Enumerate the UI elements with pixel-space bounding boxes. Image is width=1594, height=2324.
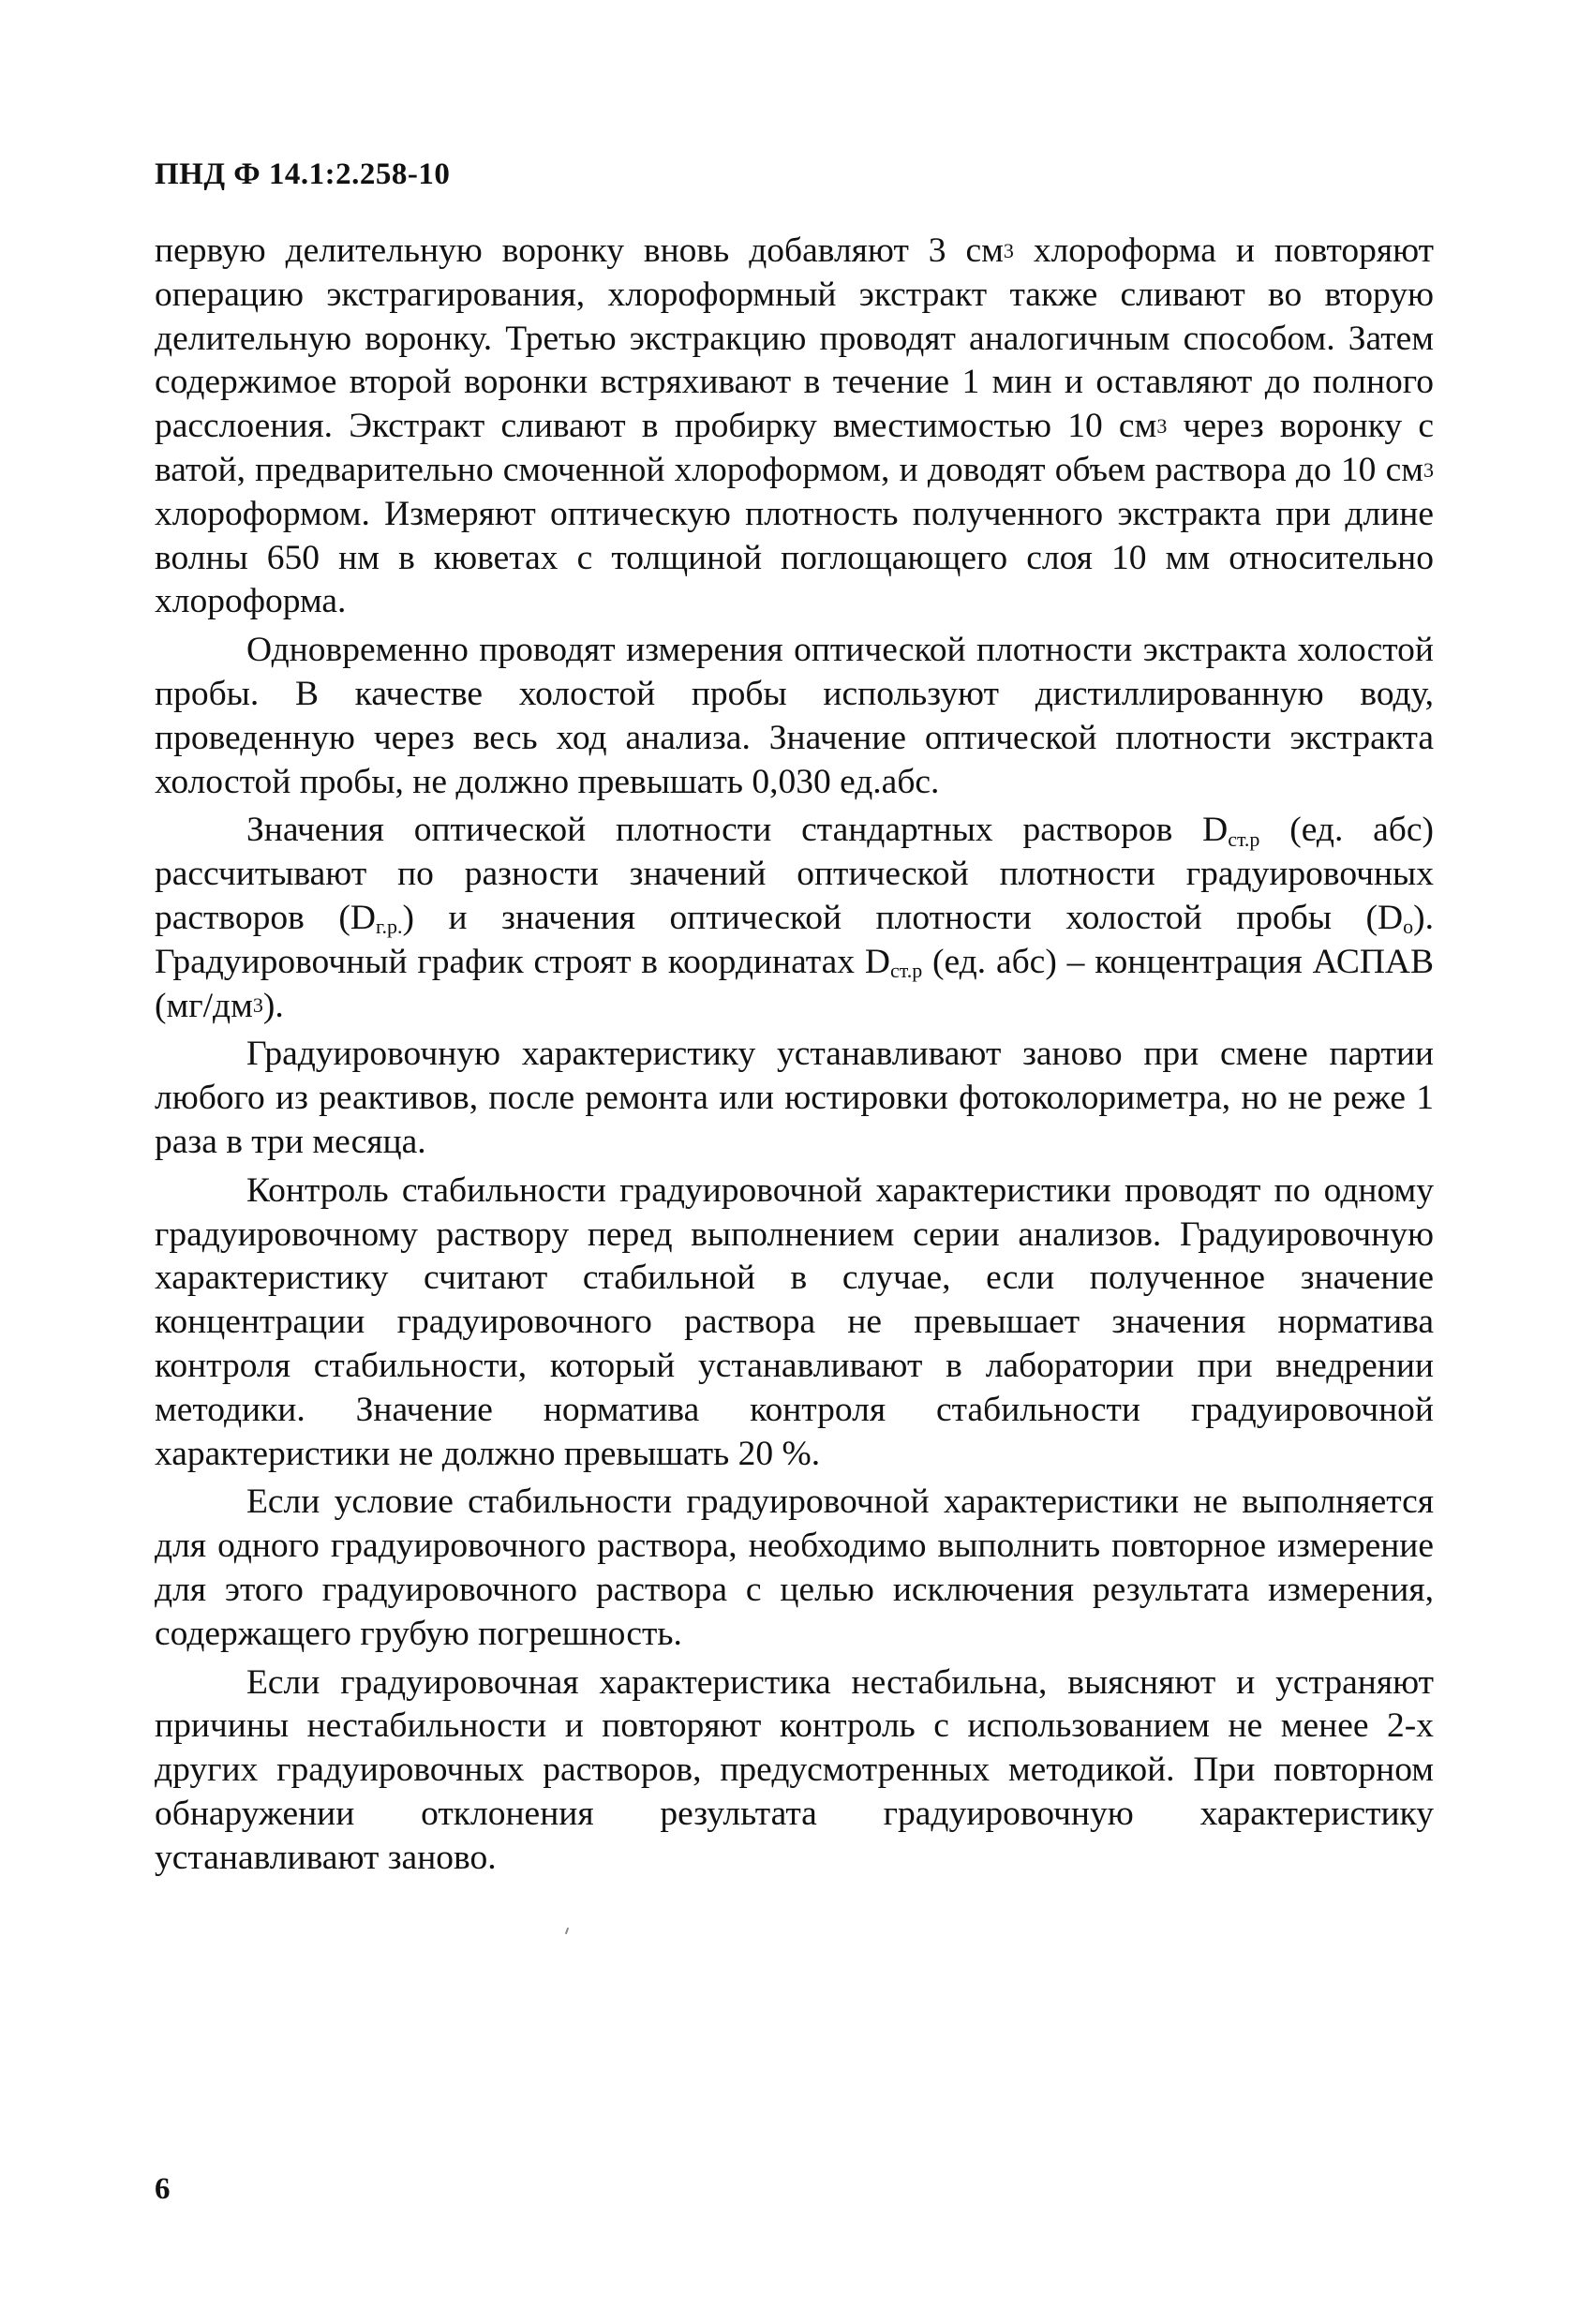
paragraph-instability: Если градуировочная характеристика нестабильна, выясняют и устраняют причины нестабильности и повторяют контроль с использованием не менее 2-х других градуировочных растворов, предусмотренных методикой. При повторном обнаружении отклонения результата градуировочную характеристику устанавливают заново.	[155, 1662, 1434, 1877]
scan-speck	[565, 1928, 569, 1934]
paragraph-extraction: первую делительную воронку вновь добавляют 3 $см^3$ хлороформа и повторяют операцию экстрагирования, хлороформный экстракт также сливают во вторую делительную воронку. Третью экстракцию проводят аналогичным способом. Затем содержимое второй воронки встряхивают в течение 1 мин и оставляют до полного расслоения. Экстракт сливают в пробирку вместимостью 10 $см^3$ через воронку с ватой, предварительно смоченной хлороформом, и доводят объем раствора до 10 $см^3$ хлороформом. Измеряют оптическую плотность полученного экстракта при длине волны 650 нм в кюветах с толщиной поглощающего слоя 10 мм относительно хлороформа.	[155, 231, 1434, 621]
paragraph-recalibration: Градуировочную характеристику устанавливают заново при смене партии любого из реактивов, после ремонта или юстировки фотоколориметра, но не реже 1 раза в три месяца.	[155, 1035, 1434, 1161]
paragraph-stability-control: Контроль стабильности градуировочной характеристики проводят по одному градуировочному раствору перед выполнением серии анализов. Градуировочную характеристику считают стабильной в случае, если полученное значение концентрации градуировочного раствора не превышает значения норматива контроля стабильности, который устанавливают в лаборатории при внедрении методики. Значение норматива контроля стабильности градуировочной характеристики не должно превышать 20 %.	[155, 1170, 1434, 1473]
paragraph-stability-failure: Если условие стабильности градуировочной характеристики не выполняется для одного градуировочного раствора, необходимо выполнить повторное измерение для этого градуировочного раствора с целью исключения результата измерения, содержащего грубую погрешность.	[155, 1482, 1434, 1653]
document-code-header: ПНД Ф 14.1:2.258-10	[155, 157, 451, 191]
document-body	[155, 230, 1434, 1885]
page-number: 6	[155, 2172, 171, 2206]
paragraph-optical-density: Значения оптической плотности стандартных растворов $D_{ст.р}$ (ед. абс) рассчитывают по разности значений оптической плотности градуировочных растворов $(D_{г.р.})$ и значения оптической плотности холостой пробы $(D_о)$. Градуировочный график строят в координатах $D_{ст.р}$ (ед. абс) – концентрация АСПАВ $(мг/дм^3)$.	[155, 811, 1435, 1025]
paragraph-blank-sample: Одновременно проводят измерения оптической плотности экстракта холостой пробы. В качестве холостой пробы используют дистиллированную воду, проведенную через весь ход анализа. Значение оптической плотности экстракта холостой пробы, не должно превышать 0,030 ед.абс.	[155, 631, 1434, 801]
